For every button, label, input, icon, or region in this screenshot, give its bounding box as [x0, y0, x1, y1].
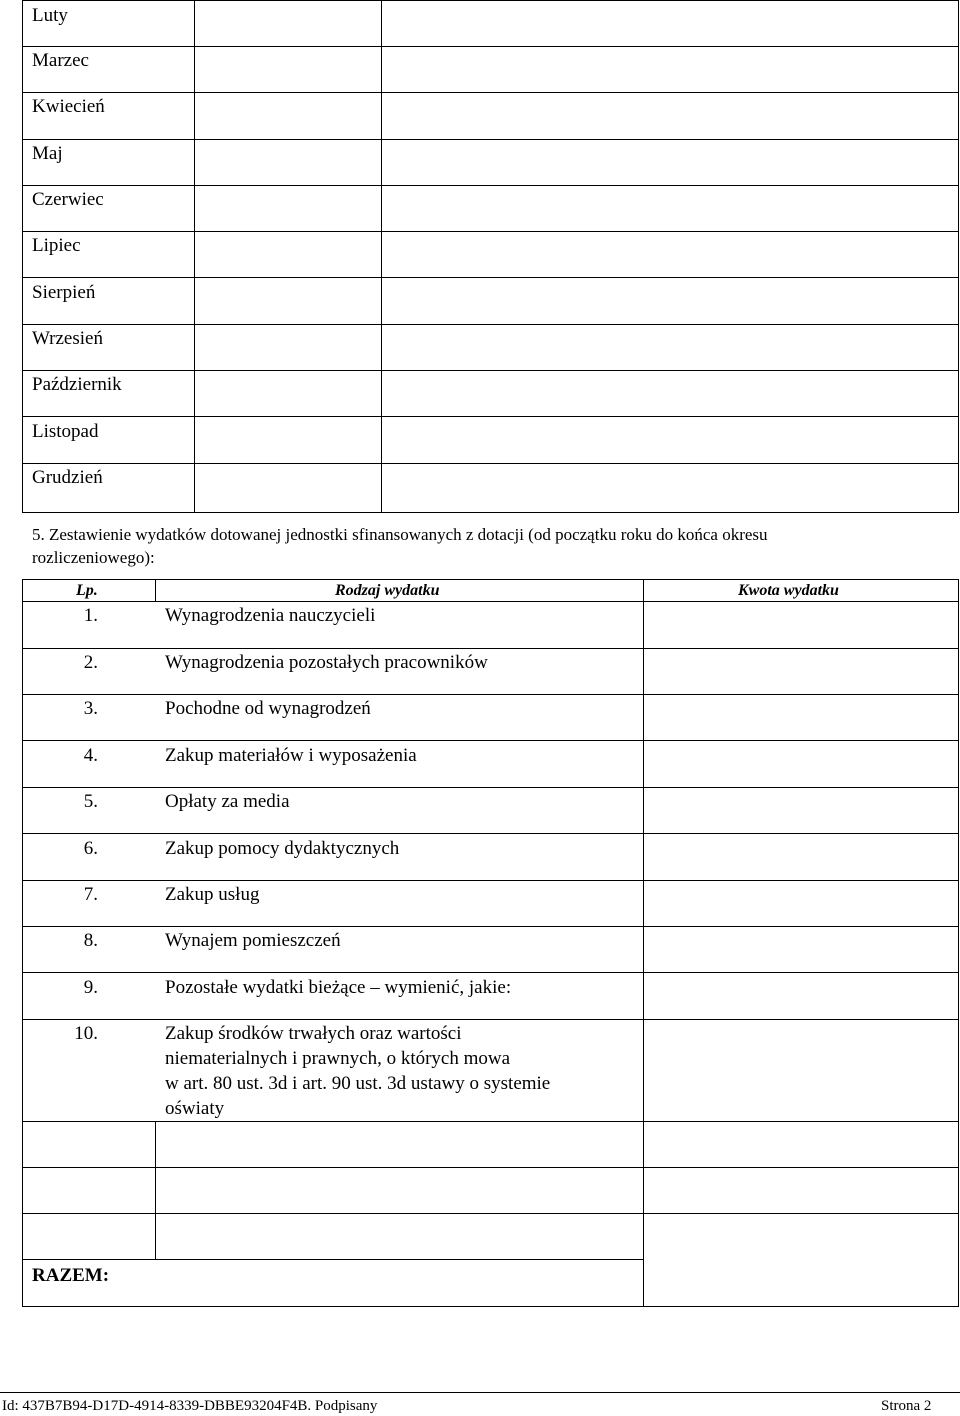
row-expense-name-line4: oświaty	[165, 1098, 225, 1119]
row-number: 5.	[83, 791, 98, 812]
total-label: RAZEM:	[32, 1265, 110, 1286]
document-id-footer: Id: 437B7B94-D17D-4914-8339-DBBE93204F4B. Podpisany	[2, 1398, 378, 1414]
footer-rule	[0, 1392, 960, 1393]
month-label: Październik	[32, 374, 122, 395]
row-number: 7.	[83, 884, 98, 905]
row-expense-name: Zakup materiałów i wyposażenia	[165, 745, 417, 766]
page-number: Strona 2	[881, 1398, 932, 1414]
row-expense-name: Opłaty za media	[165, 791, 290, 812]
month-label: Czerwiec	[32, 189, 104, 210]
row-expense-name: Pochodne od wynagrodzeń	[165, 698, 371, 719]
month-label: Marzec	[32, 50, 89, 71]
month-label: Maj	[32, 143, 63, 164]
row-expense-name: Zakup usług	[165, 884, 260, 905]
month-label: Kwiecień	[32, 96, 105, 117]
row-expense-name: Pozostałe wydatki bieżące – wymienić, jakie:	[165, 977, 512, 998]
row-number: 3.	[83, 698, 98, 719]
month-label: Grudzień	[32, 467, 103, 488]
header-lp: Lp.	[76, 582, 98, 599]
month-label: Listopad	[32, 421, 99, 442]
row-expense-name: Zakup pomocy dydaktycznych	[165, 838, 400, 859]
row-expense-name-line1: Zakup środków trwałych oraz wartości	[165, 1023, 462, 1044]
row-number: 1.	[83, 605, 98, 626]
header-expense-amount: Kwota wydatku	[738, 582, 839, 599]
section-5-heading-line1: 5. Zestawienie wydatków dotowanej jednostki sfinansowanych z dotacji (od początku roku do końca okresu	[32, 525, 768, 544]
row-number: 10.	[74, 1023, 98, 1044]
row-expense-name: Wynagrodzenia nauczycieli	[165, 605, 376, 626]
row-number: 8.	[83, 930, 98, 951]
row-expense-name: Wynajem pomieszczeń	[165, 930, 341, 951]
month-label: Luty	[32, 5, 68, 26]
row-number: 2.	[83, 652, 98, 673]
row-expense-name: Wynagrodzenia pozostałych pracowników	[165, 652, 488, 673]
header-expense-type: Rodzaj wydatku	[335, 582, 440, 599]
month-label: Sierpień	[32, 282, 96, 303]
month-label: Wrzesień	[32, 328, 103, 349]
row-number: 9.	[83, 977, 98, 998]
section-5-heading-line2: rozliczeniowego):	[32, 548, 155, 567]
row-expense-name-line2: niematerialnych i prawnych, o których mowa	[165, 1048, 511, 1069]
row-number: 4.	[83, 745, 98, 766]
row-number: 6.	[83, 838, 98, 859]
month-label: Lipiec	[32, 235, 81, 256]
row-expense-name-line3: w art. 80 ust. 3d i art. 90 ust. 3d ustawy o systemie	[165, 1073, 551, 1094]
